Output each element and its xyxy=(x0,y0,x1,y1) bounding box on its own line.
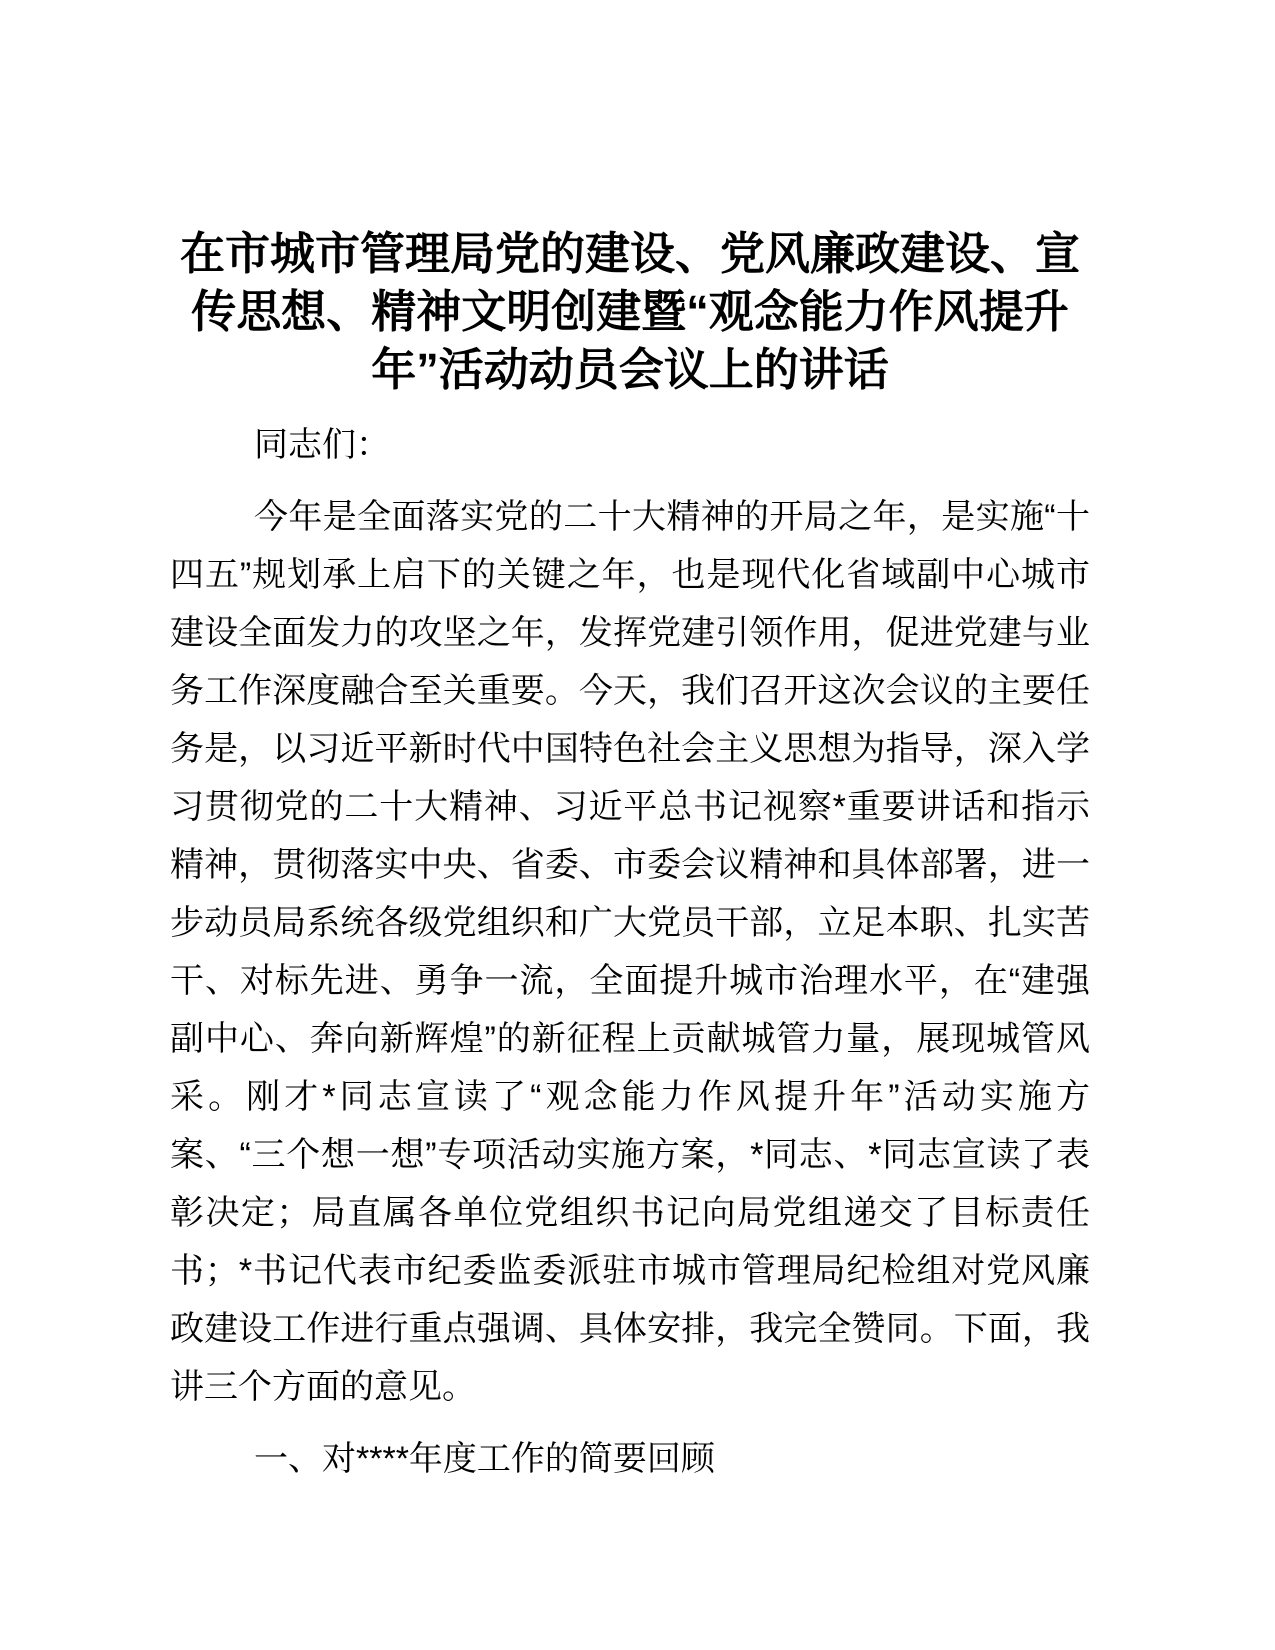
document-title: 在市城市管理局党的建设、党风廉政建设、宣传思想、精神文明创建暨“观念能力作风提升年”活动动员会议上的讲话 xyxy=(179,228,1080,395)
paragraph-body: 今年是全面落实党的二十大精神的开局之年，是实施“十四五”规划承上启下的关键之年，也是现代化省域副中心城市建设全面发力的攻坚之年，发挥党建引领作用，促进党建与业务工作深度融合至关重要。今天，我们召开这次会议的主要任务是，以习近平新时代中国特色社会主义思想为指导，深入学习贯彻党的二十大精神、习近平总书记视察*重要讲话和指示精神，贯彻落实中央、省委、市委会议精神和具体部署，进一步动员局系统各级党组织和广大党员干部，立足本职、扎实苦干、对标先进、勇争一流，全面提升城市治理水平，在“建强副中心、奔向新辉煌”的新征程上贡献城管力量，展现城管风采。刚才*同志宣读了“观念能力作风提升年”活动实施方案、“三个想一想”专项活动实施方案，*同志、*同志宣读了表彰决定；局直属各单位党组织书记向局党组递交了目标责任书；*书记代表市纪委监委派驻市城市管理局纪检组对党风廉政建设工作进行重点强调、具体安排，我完全赞同。下面，我讲三个方面的意见。 xyxy=(170,498,1090,1406)
paragraph-greeting: 同志们： xyxy=(254,426,390,464)
section-heading: 一、对****年度工作的简要回顾 xyxy=(254,1440,715,1478)
